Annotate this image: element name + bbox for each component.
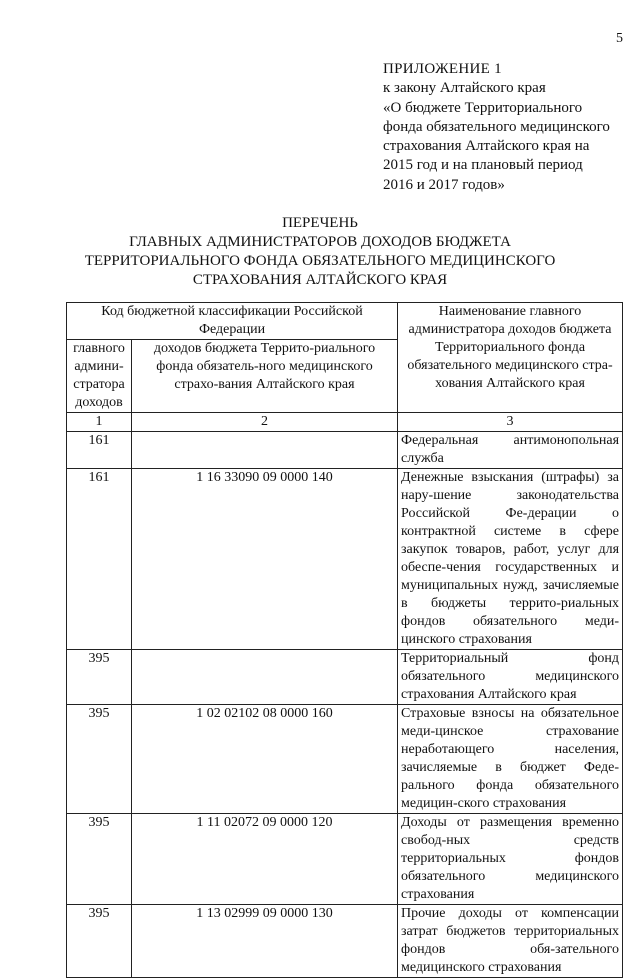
table-row bbox=[67, 432, 623, 469]
admin-code: 161 bbox=[67, 432, 132, 469]
admin-code: 395 bbox=[67, 705, 132, 814]
classification-code: 1 02 02102 08 0000 160 bbox=[132, 705, 398, 814]
header-fund-revenues: доходов бюджета Террито-риального фонда обязатель-ного медицинского страхо-вания Алтайского края bbox=[132, 340, 398, 413]
admin-code: 161 bbox=[67, 469, 132, 650]
appendix-line: «О бюджете Территориального bbox=[383, 99, 583, 116]
administrator-name: Прочие доходы от компенсации затрат бюджетов территориальных фондов обя-зательного медицинского страхования bbox=[398, 905, 623, 978]
administrators-table bbox=[66, 302, 623, 978]
admin-code: 395 bbox=[67, 650, 132, 705]
appendix-line: к закону Алтайского края bbox=[383, 80, 546, 97]
table-row bbox=[67, 705, 623, 814]
table-row bbox=[67, 650, 623, 705]
classification-code: 1 13 02999 09 0000 130 bbox=[132, 905, 398, 978]
administrator-name: Денежные взыскания (штрафы) за нару-шение законодательства Российской Фе-дерации о контрактной системе в сфере закупок товаров, работ, услуг для обеспе-чения государственных и муниципальных нужд, зачисляемые в бюджеты террито-риальных фондов обязательного меди-цинского страхования bbox=[398, 469, 623, 650]
table-row bbox=[67, 469, 623, 650]
administrator-name: Федеральная антимонопольная служба bbox=[398, 432, 623, 469]
appendix-block bbox=[383, 60, 623, 195]
page-number: 5 bbox=[616, 31, 623, 46]
table-row bbox=[67, 905, 623, 978]
column-number: 3 bbox=[398, 413, 623, 432]
appendix-line: 2016 и 2017 годов» bbox=[383, 176, 505, 193]
title-line: СТРАХОВАНИЯ АЛТАЙСКОГО КРАЯ bbox=[192, 272, 448, 288]
classification-code: 1 11 02072 09 0000 120 bbox=[132, 814, 398, 905]
admin-code: 395 bbox=[67, 814, 132, 905]
classification-code bbox=[132, 432, 398, 469]
admin-code: 395 bbox=[67, 905, 132, 978]
administrator-name: Страховые взносы на обязательное меди-цинское страхование неработающего населения, зачисляемые в бюджет Феде-рального фонда обязательного медицин-ского страхования bbox=[398, 705, 623, 814]
document-title bbox=[0, 214, 640, 290]
classification-code bbox=[132, 650, 398, 705]
title-line: ТЕРРИТОРИАЛЬНОГО ФОНДА ОБЯЗАТЕЛЬНОГО МЕДИЦИНСКОГО bbox=[84, 253, 556, 269]
administrator-name: Территориальный фонд обязательного медицинского страхования Алтайского края bbox=[398, 650, 623, 705]
appendix-line: фонда обязательного медицинского bbox=[383, 118, 610, 135]
classification-code: 1 16 33090 09 0000 140 bbox=[132, 469, 398, 650]
table-header-row bbox=[67, 303, 623, 340]
appendix-heading: ПРИЛОЖЕНИЕ 1 bbox=[383, 61, 502, 77]
column-number-row bbox=[67, 413, 623, 432]
header-group-classification: Код бюджетной классификации Российской Федерации bbox=[67, 303, 398, 340]
title-line: ГЛАВНЫХ АДМИНИСТРАТОРОВ ДОХОДОВ БЮДЖЕТА bbox=[129, 234, 511, 250]
table-row bbox=[67, 814, 623, 905]
administrator-name: Доходы от размещения временно свобод-ных средств территориальных фондов обязательного медицинского страхования bbox=[398, 814, 623, 905]
column-number: 2 bbox=[132, 413, 398, 432]
appendix-line: 2015 год и на плановый период bbox=[383, 157, 583, 174]
header-administrator-name: Наименование главного администратора доходов бюджета Территориального фонда обязательного медицинского стра-хования Алтайского края bbox=[398, 303, 623, 413]
header-main-administrator: главного админи-стратора доходов bbox=[67, 340, 132, 413]
appendix-line: страхования Алтайского края на bbox=[383, 138, 590, 155]
column-number: 1 bbox=[67, 413, 132, 432]
title-line: ПЕРЕЧЕНЬ bbox=[282, 215, 358, 231]
